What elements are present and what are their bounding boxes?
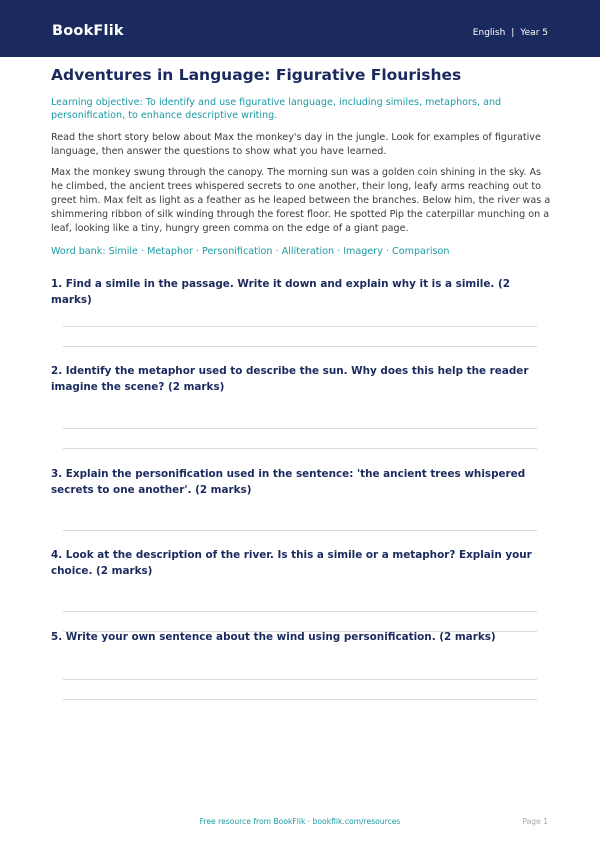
- header-bar: [0, 0, 600, 57]
- answer-line[interactable]: [63, 448, 537, 449]
- story-paragraph: Max the monkey swung through the canopy. The morning sun was a golden coin shining in the sky. As he climbed, the ancient trees whispered secrets to one another, their long, leafy arms reaching out to greet him. Max felt as light as a feather as he leaped between the branches. Below him, the river was a shimmering ribbon of silk winding through the forest floor. He spotted Pip the caterpillar munching on a leaf, looking like a tiny, hungry green comma on the edge of a giant page.: [51, 167, 551, 234]
- question-2: 2. Identify the metaphor used to describe the sun. Why does this help the reader imagine the scene? (2 marks): [51, 365, 529, 393]
- question-4: 4. Look at the description of the river. Is this a simile or a metaphor? Explain your choice. (2 marks): [51, 549, 532, 577]
- separator: |: [511, 28, 515, 38]
- answer-line[interactable]: [63, 679, 537, 680]
- word-bank: Word bank: Simile · Metaphor · Personification · Alliteration · Imagery · Comparison: [51, 246, 450, 257]
- answer-line[interactable]: [63, 611, 537, 612]
- answer-line[interactable]: [63, 346, 537, 347]
- answer-line[interactable]: [63, 530, 537, 531]
- worksheet-title: Adventures in Language: Figurative Flourishes: [51, 66, 462, 84]
- subject-label: English: [472, 28, 506, 38]
- question-3: 3. Explain the personification used in the sentence: 'the ancient trees whispered secrets to one another'. (2 marks): [51, 468, 526, 496]
- footer-credit[interactable]: Free resource from BookFlik · bookflik.com/resources: [199, 817, 401, 826]
- year-label: Year 5: [520, 28, 548, 38]
- answer-line[interactable]: [63, 699, 537, 700]
- subject-year: [473, 28, 548, 38]
- question-5: 5. Write your own sentence about the wind using personification. (2 marks): [51, 631, 496, 643]
- page-number: Page 1: [522, 817, 548, 826]
- brand-logo[interactable]: BookFlik: [52, 23, 124, 39]
- question-1: 1. Find a simile in the passage. Write it down and explain why it is a simile. (2 marks): [51, 278, 510, 306]
- learning-objective: Learning objective: To identify and use figurative language, including similes, metaphors, and personification, to enhance descriptive writing.: [51, 97, 502, 121]
- intro-paragraph: Read the short story below about Max the monkey's day in the jungle. Look for examples of figurative language, then answer the questions to show what you have learned.: [51, 132, 541, 157]
- answer-line[interactable]: [63, 326, 537, 327]
- answer-line[interactable]: [63, 428, 537, 429]
